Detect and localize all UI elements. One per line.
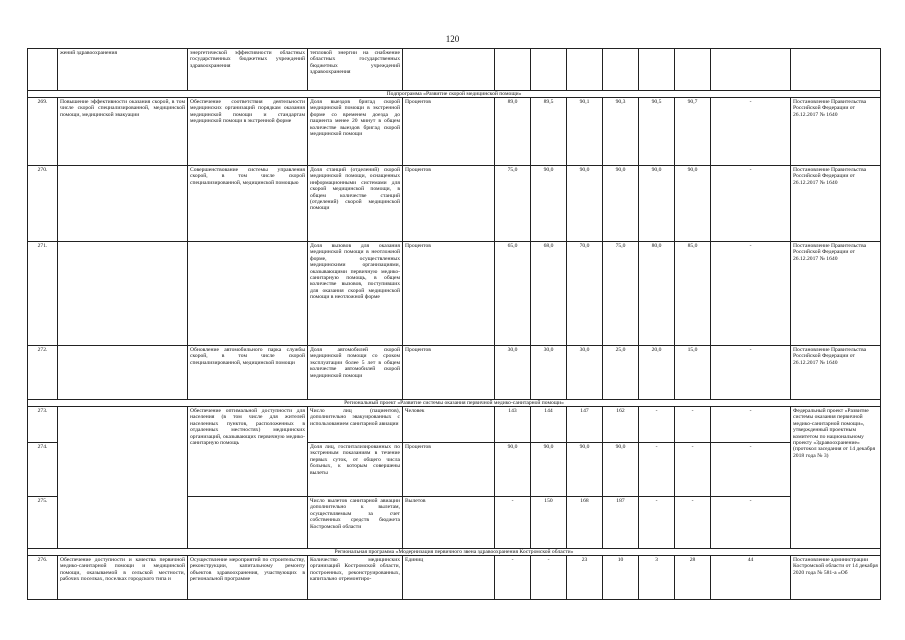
cell-num: 273. — [28, 407, 58, 443]
cell-value: - — [675, 443, 711, 497]
cell-value: 68,0 — [531, 242, 567, 346]
cell-value: 30,0 — [531, 346, 567, 400]
cell-value: 23 — [567, 556, 603, 600]
cell-value: - — [639, 443, 675, 497]
cell-measure: Обеспечение оптимальной доступности для населения (в том числе для жителей населенных пунктов, расположенных в отдаленных местностях) медицинских организаций, оказывающих первичную медико-санитарную помощь — [188, 407, 308, 497]
cell-event — [58, 242, 188, 346]
cell-value: - — [639, 407, 675, 443]
cell-value: 30,0 — [495, 346, 531, 400]
cell-value: 90,0 — [531, 443, 567, 497]
cell-num: 274. — [28, 443, 58, 497]
cell-source — [791, 49, 881, 91]
cell-event — [58, 407, 188, 549]
cell-value: 90,0 — [495, 443, 531, 497]
cell-source: Постановление Правительства Российской Федерации от 26.12.2017 № 1640 — [791, 242, 881, 346]
cell-value: - — [531, 556, 567, 600]
cell-num: 276. — [28, 556, 58, 600]
cell-value: 90,1 — [567, 98, 603, 166]
cell-value: 89,5 — [531, 98, 567, 166]
cell-value: 187 — [603, 497, 639, 549]
cell-unit: Вылетов — [403, 497, 495, 549]
table-row — [28, 346, 881, 400]
cell-value: - — [711, 98, 791, 166]
cell-source: Постановление Правительства Российской Федерации от 26.12.2017 № 1640 — [791, 98, 881, 166]
cell-unit — [403, 49, 495, 91]
cell-num — [28, 49, 58, 91]
cell-source: Постановление Правительства Российской Федерации от 26.12.2017 № 1640 — [791, 346, 881, 400]
section-title: Подпрограмма «Развитие скорой медицинской помощи» — [28, 91, 881, 98]
table-row — [28, 242, 881, 346]
cell-value — [639, 49, 675, 91]
cell-unit: Процентов — [403, 166, 495, 242]
cell-measure: Обновление автомобильного парка службы скорой, в том числе скорой специализированной, медицинской помощи — [188, 346, 308, 400]
cell-value: 65,0 — [495, 242, 531, 346]
cell-value: 75,0 — [495, 166, 531, 242]
cell-unit: Процентов — [403, 98, 495, 166]
cell-value: 147 — [567, 407, 603, 443]
cell-value: 15,0 — [675, 346, 711, 400]
cell-value: - — [711, 346, 791, 400]
cell-value: 150 — [531, 497, 567, 549]
cell-indicator: Доля вызовов для оказания медицинской помощи в неотложной форме, осуществленных медицинскими организациями, оказывающими первичную медико-санитарную помощь, в общем количестве вызовов, поступивших для оказания скорой медицинской помощи в неотложной форме — [308, 242, 403, 346]
cell-value: 28 — [675, 556, 711, 600]
cell-indicator: Число вылетов санитарной авиации дополнительно к вылетам, осуществляемым за счет собственных средств бюджета Костромской области — [308, 497, 403, 549]
cell-value: 90,7 — [675, 98, 711, 166]
cell-value: 30,0 — [567, 346, 603, 400]
cell-value: 85,0 — [675, 242, 711, 346]
cell-source: Постановление администрации Костромской области от 14 декабря 2020 года № 581-а «Об — [791, 556, 881, 600]
cell-unit: Процентов — [403, 242, 495, 346]
cell-num: 269. — [28, 98, 58, 166]
cell-event: Повышение эффективности оказания скорой, в том числе скорой специализированной, медицинской помощи, медицинской эвакуации — [58, 98, 188, 166]
cell-value: 90,0 — [639, 166, 675, 242]
cell-value — [675, 49, 711, 91]
cell-value: 90,0 — [567, 166, 603, 242]
cell-indicator: Доля станций (отделений) скорой медицинской помощи, оснащенных информационными системами для скорой медицинской помощи, в общем количестве станций (отделений) скорой медицинской помощи — [308, 166, 403, 242]
cell-unit: Процентов — [403, 443, 495, 497]
cell-value: 70,0 — [567, 242, 603, 346]
cell-event — [58, 346, 188, 400]
cell-measure: Совершенствование системы управления скорой, в том числе скорой специализированной, медицинской помощью — [188, 166, 308, 242]
cell-value: - — [711, 407, 791, 443]
cell-value: 90,0 — [531, 166, 567, 242]
section-row — [28, 91, 881, 98]
cell-measure — [188, 497, 308, 549]
cell-value: - — [495, 497, 531, 549]
cell-indicator: Доля выездов бригад скорой медицинской помощи в экстренной форме со временем доезда до пациента менее 20 минут в общем количестве выездов бригад скорой медицинской помощи — [308, 98, 403, 166]
cell-num: 270. — [28, 166, 58, 242]
cell-value: 90,0 — [567, 443, 603, 497]
cell-source: Постановление Правительства Российской Федерации от 26.12.2017 № 1640 — [791, 166, 881, 242]
cell-value: 90,3 — [603, 98, 639, 166]
cell-value: 25,0 — [603, 346, 639, 400]
cell-measure: Осуществление мероприятий по строительству, реконструкции, капитальному ремонту объектов здравоохранения, участвующих в региональной программе — [188, 556, 308, 600]
cell-source: Федеральный проект «Развитие системы оказания первичной медико-санитарной помощи», утвержденный проектным комитетом по национальному проекту «Здравоохранение» (протокол заседания от 14 декабря 2018 года № 3) — [791, 407, 881, 549]
cell-value: 162 — [603, 407, 639, 443]
table-row — [28, 166, 881, 242]
table-row — [28, 49, 881, 91]
cell-value — [711, 49, 791, 91]
cell-value: - — [675, 407, 711, 443]
table-row — [28, 98, 881, 166]
cell-event: жений здравоохранения — [58, 49, 188, 91]
cell-num: 271. — [28, 242, 58, 346]
table-row — [28, 407, 881, 443]
indicators-table — [27, 48, 881, 600]
cell-value: 80,0 — [639, 242, 675, 346]
cell-value: - — [639, 497, 675, 549]
cell-unit: Процентов — [403, 346, 495, 400]
cell-num: 272. — [28, 346, 58, 400]
cell-indicator: Доля лиц, госпитализированных по экстренным показаниям в течение первых суток, от общего числа больных, к которым совершены вылеты — [308, 443, 403, 497]
cell-num: 275. — [28, 497, 58, 549]
section-title: Региональная программа «Модернизация первичного звена здравоохранения Костромской области» — [28, 549, 881, 556]
cell-event: Обеспечение доступности и качества первичной медико-санитарной помощи и медицинской помощи, оказываемой в сельской местности, рабочих поселках, поселках городского типа и — [58, 556, 188, 600]
cell-value: 10 — [603, 556, 639, 600]
cell-event — [58, 166, 188, 242]
cell-value: - — [711, 443, 791, 497]
cell-value: - — [711, 242, 791, 346]
cell-value: 89,0 — [495, 98, 531, 166]
cell-unit: Человек — [403, 407, 495, 443]
cell-value: 144 — [531, 407, 567, 443]
cell-value — [603, 49, 639, 91]
section-title: Региональный проект «Развитие системы оказания первичной медико-санитарной помощи» — [28, 400, 881, 407]
cell-measure: энергетической эффективности областных государственных бюджетных учреждений здравоохранения — [188, 49, 308, 91]
cell-value: 3 — [639, 556, 675, 600]
cell-unit: Единиц — [403, 556, 495, 600]
cell-value: 90,0 — [603, 166, 639, 242]
cell-value: 90,0 — [675, 166, 711, 242]
cell-value: - — [711, 166, 791, 242]
cell-value: - — [495, 556, 531, 600]
section-row — [28, 400, 881, 407]
cell-value: - — [675, 497, 711, 549]
cell-value: - — [711, 497, 791, 549]
cell-indicator: тепловой энергии на снабжение областных государственных бюджетных учреждений здравоохранения — [308, 49, 403, 91]
cell-value: 143 — [495, 407, 531, 443]
cell-value: 20,0 — [639, 346, 675, 400]
cell-value: 44 — [711, 556, 791, 600]
cell-value: 168 — [567, 497, 603, 549]
cell-indicator: Число лиц (пациентов), дополнительно эвакуированных с использованием санитарной авиации — [308, 407, 403, 443]
page-number: 120 — [445, 34, 460, 44]
cell-value — [567, 49, 603, 91]
table-row — [28, 556, 881, 600]
cell-value — [531, 49, 567, 91]
cell-measure: Обеспечение соответствия деятельности медицинских организаций порядкам оказания медицинской помощи и стандартам медицинской помощи в экстренной форме — [188, 98, 308, 166]
cell-value: 90,5 — [639, 98, 675, 166]
cell-measure — [188, 242, 308, 346]
cell-value — [495, 49, 531, 91]
cell-indicator: Количество медицинских организаций Костромской области, построенных, реконструированных, капитально отремонтиро- — [308, 556, 403, 600]
cell-value: 90,0 — [603, 443, 639, 497]
cell-value: 75,0 — [603, 242, 639, 346]
cell-indicator: Доля автомобилей скорой медицинской помощи со сроком эксплуатации более 5 лет в общем количестве автомобилей скорой медицинской помощи — [308, 346, 403, 400]
section-row — [28, 549, 881, 556]
